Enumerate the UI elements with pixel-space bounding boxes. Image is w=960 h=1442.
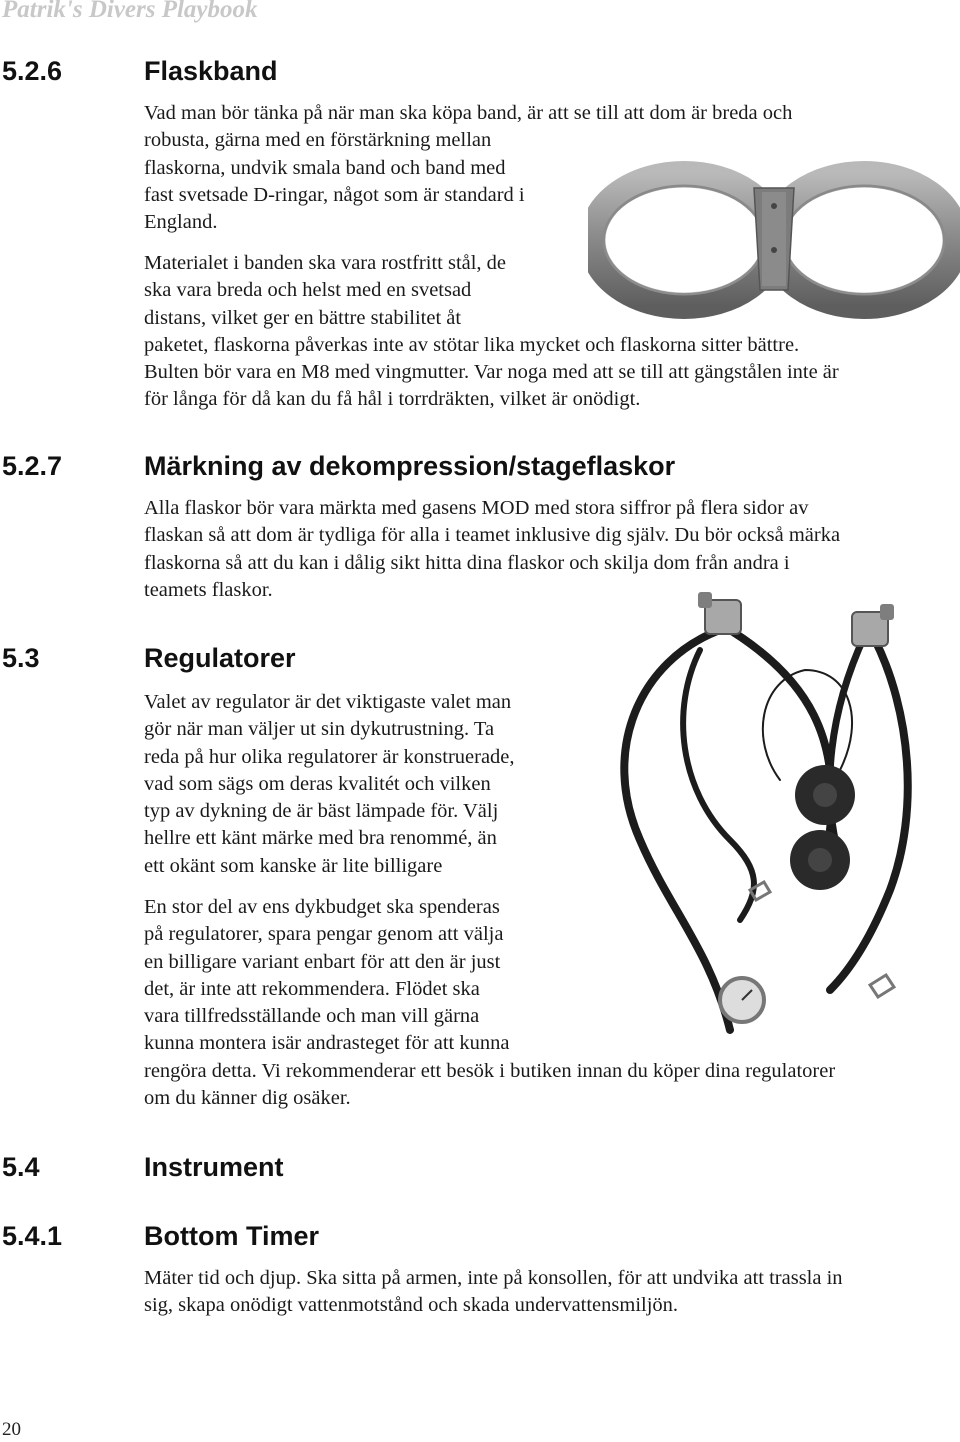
section-title: Bottom Timer <box>144 1221 320 1251</box>
text-line: Bulten bör vara en M8 med vingmutter. Var noga med att se till att gängstålen inte är <box>144 361 839 384</box>
section-title: Märkning av dekompression/stageflaskor <box>144 451 676 481</box>
regulator-set-photo <box>580 590 950 1060</box>
section-number: 5.4.1 <box>2 1221 63 1251</box>
text-line: flaskan så att dom är tydliga för alla i teamet inklusive dig själv. Du bör också märka <box>144 524 841 547</box>
text-line: gör när man väljer ut sin dykutrustning. Ta <box>144 718 495 741</box>
text-line: rengöra detta. Vi rekommenderar ett besök i butiken innan du köper dina regulatorer <box>144 1059 836 1082</box>
text-line: Materialet i banden ska vara rostfritt stål, de <box>144 252 507 274</box>
second-stage <box>790 765 855 890</box>
hose-left <box>624 630 730 1030</box>
text-line: det, är inte att rekommendera. Flödet ska <box>144 977 480 1000</box>
running-head: Patrik's Divers Playbook <box>2 0 258 23</box>
markning-paragraph-1 <box>144 495 840 604</box>
section-number: 5.3 <box>2 643 40 673</box>
text-line: Alla flaskor bör vara märkta med gasens MOD med stora siffror på flera sidor av <box>144 497 809 519</box>
text-line: fast svetsade D-ringar, något som är standard i <box>144 183 525 206</box>
band-loop-right <box>772 174 956 306</box>
regulatorer-paragraph-1 <box>144 689 515 880</box>
text-line: hellre ett känt märke med bra renommé, än <box>144 827 497 850</box>
text-line: flaskorna så att du kan i dålig sikt hitta dina flaskor och skilja dom från andra i <box>144 551 790 574</box>
text-line: typ av dykning de är bäst lämpade för. Välj <box>144 800 499 823</box>
text-line: teamets flaskor. <box>144 578 273 601</box>
section-heading-markning <box>2 451 675 482</box>
text-line: En stor del av ens dykbudget ska spenderas <box>144 896 500 918</box>
text-line: distans, vilket ger en bättre stabilitet åt <box>144 306 462 329</box>
section-heading-regulatorer <box>2 643 296 674</box>
section-heading-instrument <box>2 1152 284 1183</box>
section-title: Flaskband <box>144 56 278 86</box>
section-title: Regulatorer <box>144 643 296 673</box>
section-title: Instrument <box>144 1152 284 1182</box>
text-line: reda på hur olika regulatorer är konstruerade, <box>144 745 515 768</box>
text-line: om du känner dig osäker. <box>144 1087 351 1110</box>
text-line: en billigare variant enbart för att den är just <box>144 950 501 973</box>
pressure-gauge <box>720 978 764 1022</box>
band-loop-left <box>592 174 776 306</box>
text-line: Valet av regulator är det viktigaste valet man <box>144 691 512 713</box>
text-line: vad som sägs om deras kvalitét och vilken <box>144 772 491 795</box>
text-line: sig, skapa onödigt vattenmotstånd och skada undervattensmiljön. <box>144 1294 679 1317</box>
text-line: England. <box>144 211 218 234</box>
section-heading-flaskband <box>2 56 278 87</box>
text-line: kunna montera isär andrasteget för att kunna <box>144 1032 510 1055</box>
text-line: robusta, gärna med en förstärkning mellan <box>144 129 492 152</box>
bottom-timer-paragraph-1 <box>144 1265 843 1320</box>
text-line: vara tillfredsställande och man vill gärna <box>144 1005 480 1028</box>
text-line: flaskorna, undvik smala band och band med <box>144 156 506 179</box>
section-number: 5.2.6 <box>2 56 63 86</box>
section-number: 5.4 <box>2 1152 40 1182</box>
text-line: Vad man bör tänka på när man ska köpa band, är att se till att dom är breda och <box>144 102 793 124</box>
text-line: för långa för då kan du få hål i torrdräkten, vilket är onödigt. <box>144 388 641 411</box>
text-line: paketet, flaskorna påverkas inte av stötar lika mycket och flaskorna sitter bättre. <box>144 333 800 356</box>
first-stage <box>698 592 894 646</box>
text-line: ska vara breda och helst med en svetsad <box>144 279 472 302</box>
page-number: 20 <box>2 1419 21 1440</box>
tank-band-photo <box>588 140 960 340</box>
section-heading-bottom-timer <box>2 1221 319 1252</box>
text-line: på regulatorer, spara pengar genom att välja <box>144 923 504 946</box>
text-line: ett okänt som kanske är lite billigare <box>144 854 443 877</box>
section-number: 5.2.7 <box>2 451 63 481</box>
text-line: Mäter tid och djup. Ska sitta på armen, inte på konsollen, för att undvika att trassla in <box>144 1267 843 1289</box>
